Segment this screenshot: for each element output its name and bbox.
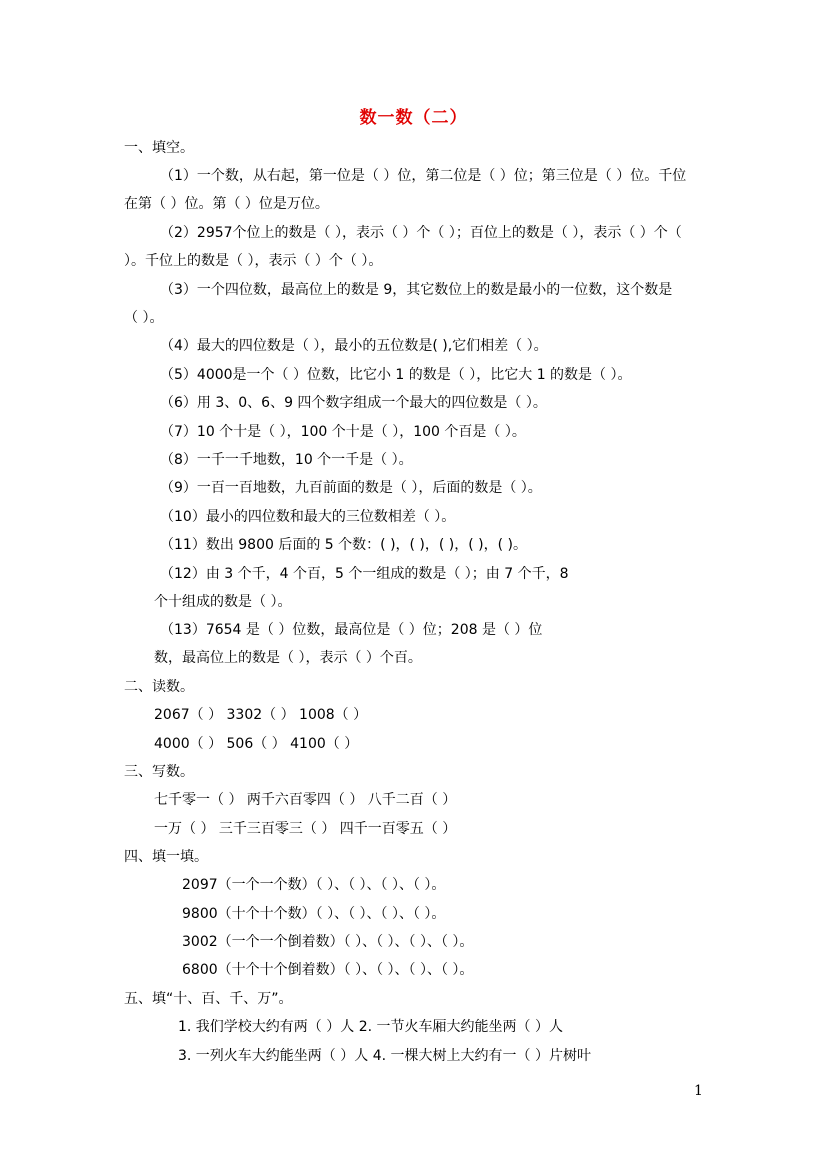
question-line: （2）2957个位上的数是（ ），表示（ ）个（ ）；百位上的数是（ ），表示（ ）个（ <box>160 225 682 241</box>
section-heading-write-numbers: 三、写数。 <box>124 764 194 780</box>
counting-row: 2097（一个一个数）（ ）、（ ）、（ ）、（ ）。 <box>182 877 446 893</box>
write-numbers-row: 七千零一（ ） 两千六百零四（ ） 八千二百（ ） <box>154 792 457 808</box>
question-line: （ ）。 <box>124 310 164 326</box>
question-line: （1）一个数，从右起，第一位是（ ）位，第二位是（ ）位；第三位是（ ）位。千位 <box>160 168 687 184</box>
page-title: 数一数（二） <box>359 108 468 128</box>
question-line: （13）7654 是（ ）位数，最高位是（ ）位；208 是（ ）位 <box>160 622 543 638</box>
read-numbers-row: 2067（ ） 3302（ ） 1008（ ） <box>154 707 368 723</box>
question-line: （6）用 3、0、6、9 四个数字组成一个最大的四位数是（ ）。 <box>160 395 547 411</box>
section-heading-read-numbers: 二、读数。 <box>124 679 194 695</box>
read-numbers-row: 4000（ ） 506（ ） 4100（ ） <box>154 736 359 752</box>
section-heading-fill-in: 四、填一填。 <box>124 849 208 865</box>
question-line: （10）最小的四位数和最大的三位数相差（ ）。 <box>160 509 456 525</box>
question-line: 个十组成的数是（ ）。 <box>154 594 292 610</box>
page-number: 1 <box>694 1083 703 1099</box>
question-line: 在第（ ）位。第（ ）位是万位。 <box>124 196 329 212</box>
question-line: （9）一百一百地数，九百前面的数是（ ），后面的数是（ ）。 <box>160 480 542 496</box>
question-line: （5）4000是一个（ ）位数，比它小 1 的数是（ ），比它大 1 的数是（ ）。 <box>160 367 632 383</box>
write-numbers-row: 一万（ ） 三千三百零三（ ） 四千一百零五（ ） <box>154 821 457 837</box>
section-heading-units: 五、填“十、百、千、万”。 <box>124 991 293 1007</box>
section-heading-fill-blanks: 一、填空。 <box>124 140 194 156</box>
counting-row: 9800（十个十个数）（ ）、（ ）、（ ）、（ ）。 <box>182 906 446 922</box>
question-line: （8）一千一千地数，10 个一千是（ ）。 <box>160 452 413 468</box>
question-line: （12）由 3 个千，4 个百，5 个一组成的数是（ ）；由 7 个千，8 <box>160 566 569 582</box>
question-line: （7）10 个十是（ ），100 个十是（ ），100 个百是（ ）。 <box>160 424 526 440</box>
units-row: 1. 我们学校大约有两（ ）人 2. 一节火车厢大约能坐两（ ）人 <box>178 1019 563 1035</box>
counting-row: 3002（一个一个倒着数）（ ）、（ ）、（ ）、（ ）。 <box>182 934 474 950</box>
counting-row: 6800（十个十个倒着数）（ ）、（ ）、（ ）、（ ）。 <box>182 962 474 978</box>
question-line: （11）数出 9800 后面的 5 个数：( )，( )，( )，( )，( )。 <box>160 537 528 553</box>
question-line: （4）最大的四位数是（ ），最小的五位数是( ),它们相差（ ）。 <box>160 338 548 354</box>
question-line: （3）一个四位数，最高位上的数是 9，其它数位上的数是最小的一位数，这个数是 <box>160 282 673 298</box>
question-line: ）。千位上的数是（ ），表示（ ）个（ ）。 <box>124 253 383 269</box>
question-line: 数，最高位上的数是（ ），表示（ ）个百。 <box>154 650 422 666</box>
units-row: 3. 一列火车大约能坐两（ ）人 4. 一棵大树上大约有一（ ）片树叶 <box>178 1048 591 1064</box>
